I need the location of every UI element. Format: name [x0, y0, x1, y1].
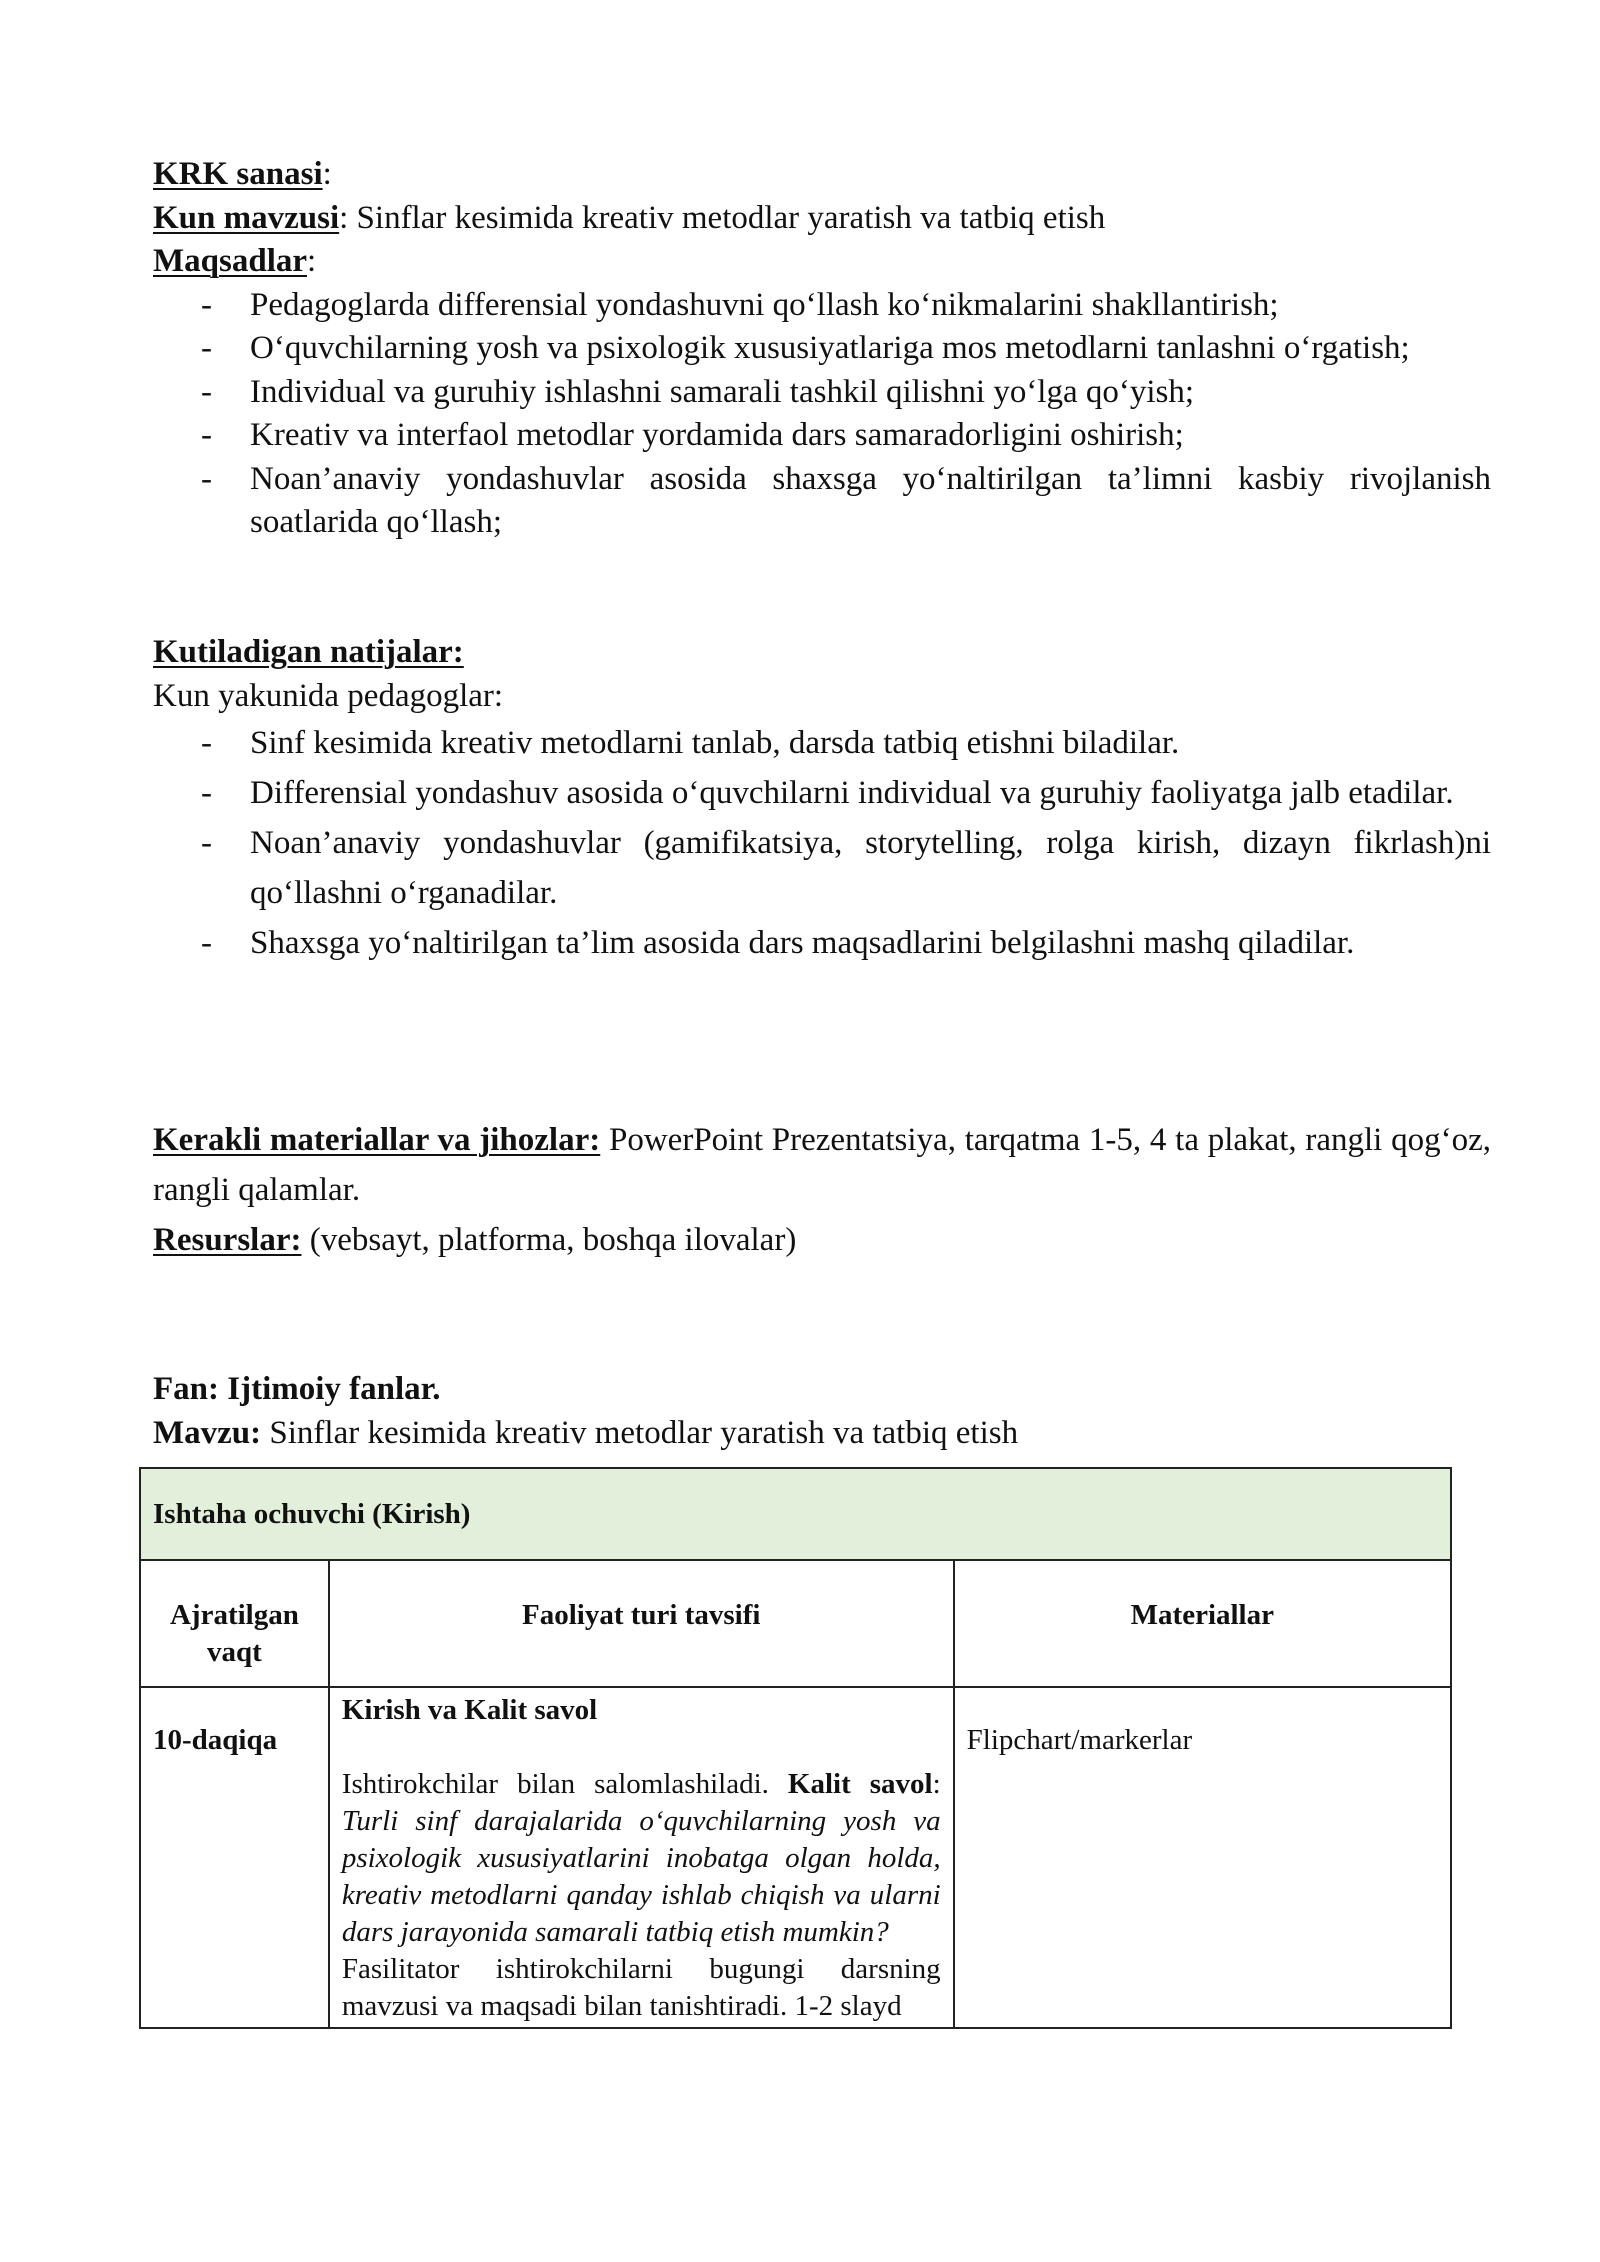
materials-label: Kerakli materiallar va jihozlar:	[153, 1122, 601, 1158]
row-materials: Flipchart/markerlar	[954, 1687, 1451, 2028]
key-question-colon: :	[932, 1768, 941, 1800]
table-section-title: Ishtaha ochuvchi (Kirish)	[140, 1468, 1451, 1560]
goals-heading	[153, 240, 1491, 284]
activity-text-1: Ishtirokchilar bilan salomlashiladi.	[341, 1768, 788, 1800]
key-question-label: Kalit savol	[787, 1768, 933, 1800]
day-topic-line	[153, 197, 1491, 241]
result-item: - Sinf kesimida kreativ metodlarni tanlab, darsda tatbiq etishni biladilar.	[153, 718, 1491, 768]
lesson-topic-label: Mavzu:	[153, 1414, 262, 1451]
krk-date-label: KRK sanasi	[153, 156, 323, 192]
subject-line: Fan: Ijtimoiy fanlar.	[153, 1371, 441, 1407]
header-time: Ajratilgan vaqt	[140, 1560, 329, 1687]
lesson-topic-value: Sinflar kesimida kreativ metodlar yaratish va tatbiq etish	[261, 1414, 1019, 1451]
table-row	[140, 1687, 1451, 2028]
table-header-row	[140, 1560, 1451, 1687]
materials-line	[153, 1115, 1491, 1215]
materials-section	[153, 1115, 1491, 1265]
goals-label: Maqsadlar	[153, 243, 308, 279]
day-topic-colon: :	[339, 199, 349, 236]
activity-text-2: Fasilitator ishtirokchilarni bugungi darsning mavzusi va maqsadi bilan tanishtiradi. 1-2 slayd	[341, 1953, 941, 2022]
results-section	[153, 631, 1491, 968]
row-activity	[329, 1687, 954, 2028]
result-item: - Noan’anaviy yondashuvlar (gamifikatsiya, storytelling, rolga kirish, dizayn fikrlash)ni qo‘llashni o‘rganadilar.	[153, 818, 1491, 918]
header-activity: Faoliyat turi tavsifi	[329, 1560, 954, 1687]
resources-label: Resurslar:	[153, 1222, 302, 1258]
activity-title: Kirish va Kalit savol	[341, 1694, 598, 1726]
materials-value: PowerPoint Prezentatsiya, tarqatma 1-5, 4 ta plakat, rangli qog‘oz, rangli qalamlar.	[153, 1122, 1491, 1208]
resources-line	[153, 1215, 1491, 1265]
resources-value: (vebsayt, platforma, boshqa ilovalar)	[301, 1222, 797, 1258]
goal-item: - O‘quvchilarning yosh va psixologik xususiyatlariga mos metodlarni tanlashni o‘rgatish;	[153, 327, 1491, 371]
krk-date-line	[153, 153, 1491, 197]
goal-item: - Noan’anaviy yondashuvlar asosida shaxsga yo‘naltirilgan ta’limni kasbiy rivojlanish soatlarida qo‘llash;	[153, 458, 1491, 545]
key-question-text: Turli sinf darajalarida o‘quvchilarning yosh va psixologik xususiyatlarini inobatga olgan holda, kreativ metodlarni qanday ishlab chiqish va ularni dars jarayonida samarali tatbiq etish mumkin?	[341, 1805, 941, 1948]
result-item: - Shaxsga yo‘naltirilgan ta’lim asosida dars maqsadlarini belgilashni mashq qiladilar.	[153, 918, 1491, 968]
header-section	[153, 153, 1491, 545]
row-time: 10-daqiqa	[140, 1687, 329, 2028]
goal-item: - Kreativ va interfaol metodlar yordamida dars samaradorligini oshirish;	[153, 414, 1491, 458]
table-section-row	[140, 1468, 1451, 1560]
goals-colon: :	[307, 243, 317, 279]
results-label: Kutiladigan natijalar:	[153, 634, 464, 670]
lesson-topic-line	[153, 1412, 1491, 1456]
day-topic-label: Kun mavzusi	[153, 199, 340, 236]
header-materials: Materiallar	[954, 1560, 1451, 1687]
results-intro: Kun yakunida pedagoglar:	[153, 677, 504, 714]
activity-paragraph	[342, 1766, 941, 1951]
subject-section	[153, 1368, 1491, 1455]
goals-list	[153, 284, 1491, 545]
results-list	[153, 718, 1491, 968]
lesson-plan-table	[139, 1467, 1452, 2029]
goal-item: - Pedagoglarda differensial yondashuvni qo‘llash ko‘nikmalarini shakllantirish;	[153, 284, 1491, 328]
krk-date-colon: :	[322, 156, 332, 192]
result-item: - Differensial yondashuv asosida o‘quvchilarni individual va guruhiy faoliyatga jalb etadilar.	[153, 768, 1491, 818]
goal-item: - Individual va guruhiy ishlashni samarali tashkil qilishni yo‘lga qo‘yish;	[153, 371, 1491, 415]
day-topic-value: Sinflar kesimida kreativ metodlar yaratish va tatbiq etish	[348, 199, 1106, 236]
